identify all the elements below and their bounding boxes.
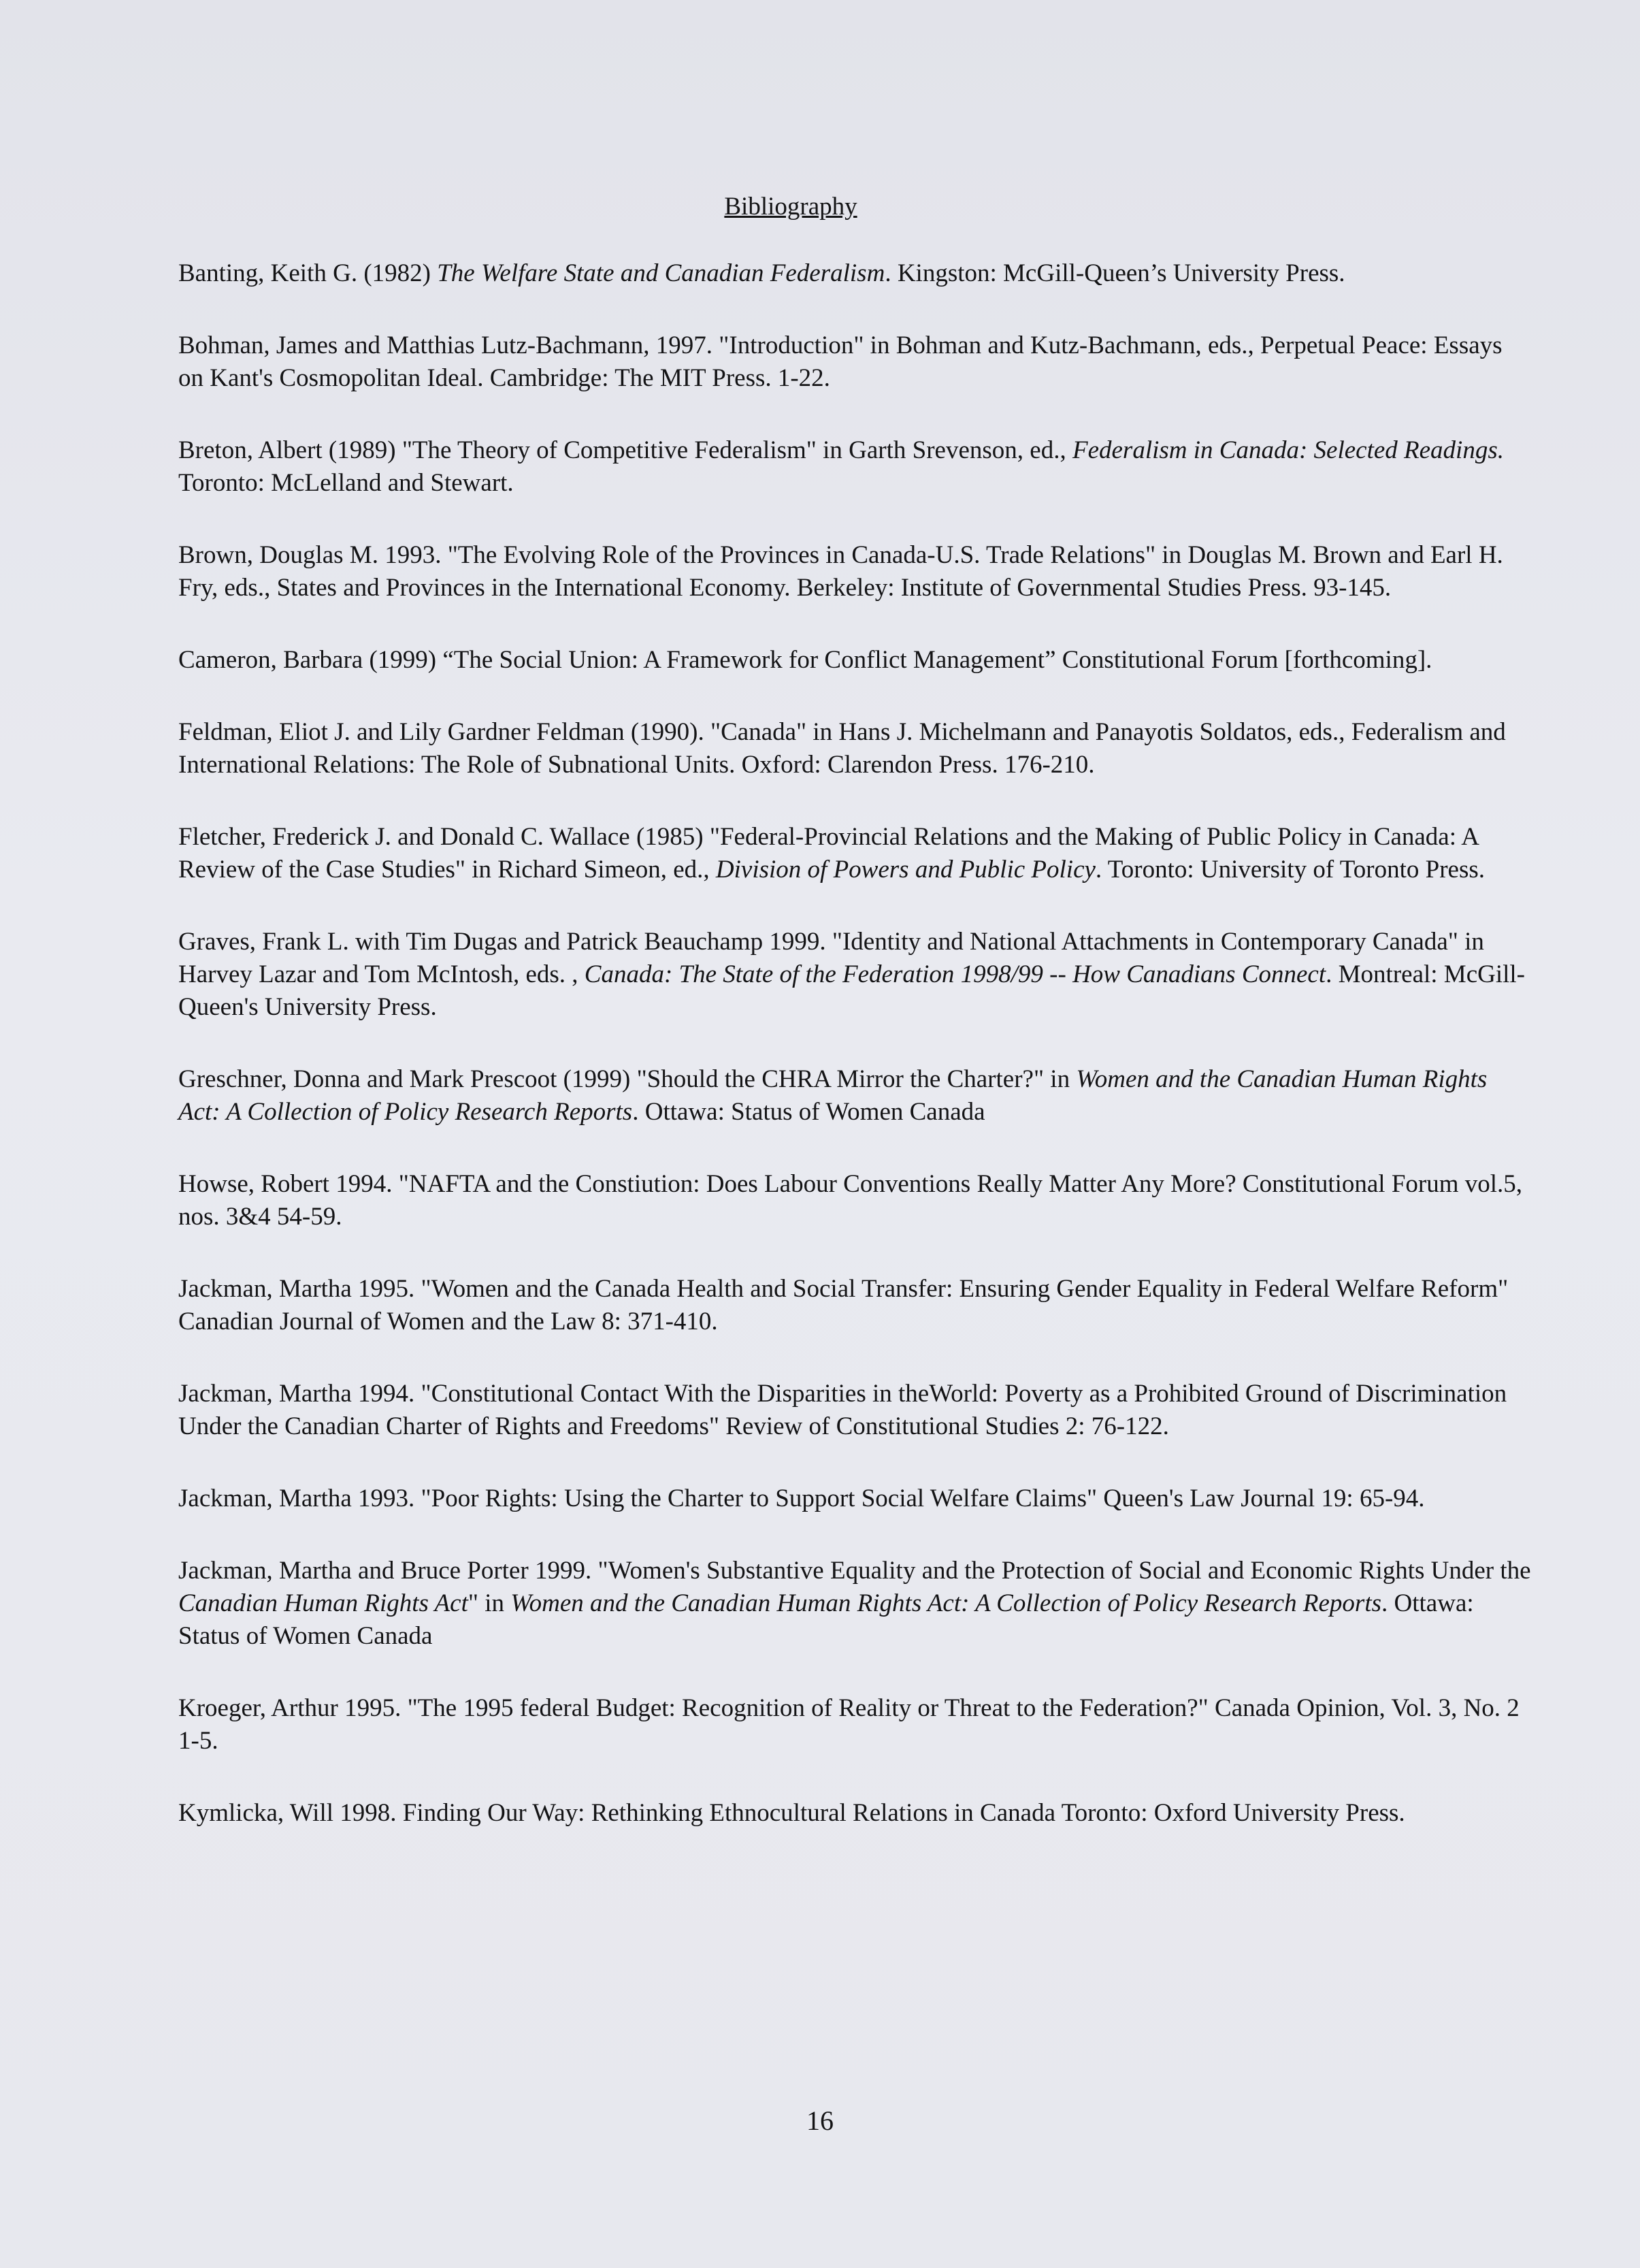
bibliography-entry: Jackman, Martha 1995. "Women and the Canada Health and Social Transfer: Ensuring Gender Equality in Federal Welfare Reform" Canadian Journal of Women and the Law 8: 371-410.	[178, 1275, 1509, 1335]
bibliography-entry: Jackman, Martha 1993. "Poor Rights: Using the Charter to Support Social Welfare Claims" Queen's Law Journal 19: 65-94.	[178, 1485, 1425, 1512]
bibliography-entry: Banting, Keith G. (1982) The Welfare State and Canadian Federalism. Kingston: McGill-Queen’s University Press.	[178, 259, 1345, 287]
bibliography-entry: Breton, Albert (1989) "The Theory of Competitive Federalism" in Garth Srevenson, ed., Federalism in Canada: Selected Readings. Toronto: McLelland and Stewart.	[178, 436, 1504, 497]
page-number: 16	[806, 2105, 834, 2136]
bibliography-entry: Brown, Douglas M. 1993. "The Evolving Role of the Provinces in Canada-U.S. Trade Relations" in Douglas M. Brown and Earl H. Fry, eds., States and Provinces in the International Economy. Berkeley: Institute of Governmental Studies Press. 93-145.	[178, 541, 1503, 602]
bibliography-entry: Graves, Frank L. with Tim Dugas and Patrick Beauchamp 1999. "Identity and National Attachments in Contemporary Canada" in Harvey Lazar and Tom McIntosh, eds. , Canada: The State of the Federation 1998/99 -- How Canadians Connect. Montreal: McGill-Queen's University Press.	[178, 928, 1525, 1021]
bibliography-heading: Bibliography	[724, 193, 857, 221]
bibliography-entry: Kroeger, Arthur 1995. "The 1995 federal Budget: Recognition of Reality or Threat to the Federation?" Canada Opinion, Vol. 3, No. 2 1-5.	[178, 1694, 1520, 1755]
bibliography-entry: Feldman, Eliot J. and Lily Gardner Feldman (1990). "Canada" in Hans J. Michelmann and Panayotis Soldatos, eds., Federalism and International Relations: The Role of Subnational Units. Oxford: Clarendon Press. 176-210.	[178, 718, 1506, 779]
bibliography-entry: Kymlicka, Will 1998. Finding Our Way: Rethinking Ethnocultural Relations in Canada Toronto: Oxford University Press.	[178, 1799, 1405, 1827]
bibliography-entry: Bohman, James and Matthias Lutz-Bachmann, 1997. "Introduction" in Bohman and Kutz-Bachmann, eds., Perpetual Peace: Essays on Kant's Cosmopolitan Ideal. Cambridge: The MIT Press. 1-22.	[178, 331, 1503, 392]
bibliography-entry: Jackman, Martha and Bruce Porter 1999. "Women's Substantive Equality and the Protection of Social and Economic Rights Under the Canadian Human Rights Act" in Women and the Canadian Human Rights Act: A Collection of Policy Research Reports. Ottawa: Status of Women Canada	[178, 1557, 1531, 1650]
bibliography-entry: Fletcher, Frederick J. and Donald C. Wallace (1985) "Federal-Provincial Relations and the Making of Public Policy in Canada: A Review of the Case Studies" in Richard Simeon, ed., Division of Powers and Public Policy. Toronto: University of Toronto Press.	[178, 823, 1485, 884]
bibliography-entry: Cameron, Barbara (1999) “The Social Union: A Framework for Conflict Management” Constitutional Forum [forthcoming].	[178, 646, 1432, 674]
bibliography-entry: Jackman, Martha 1994. "Constitutional Contact With the Disparities in theWorld: Poverty as a Prohibited Ground of Discrimination Under the Canadian Charter of Rights and Freedoms" Review of Constitutional Studies 2: 76-122.	[178, 1380, 1507, 1440]
bibliography-entry: Greschner, Donna and Mark Prescoot (1999) "Should the CHRA Mirror the Charter?" in Women and the Canadian Human Rights Act: A Collection of Policy Research Reports. Ottawa: Status of Women Canada	[178, 1065, 1488, 1126]
bibliography-section	[178, 191, 1539, 1869]
bibliography-entry: Howse, Robert 1994. "NAFTA and the Constiution: Does Labour Conventions Really Matter Any More? Constitutional Forum vol.5, nos. 3&4 54-59.	[178, 1170, 1523, 1231]
